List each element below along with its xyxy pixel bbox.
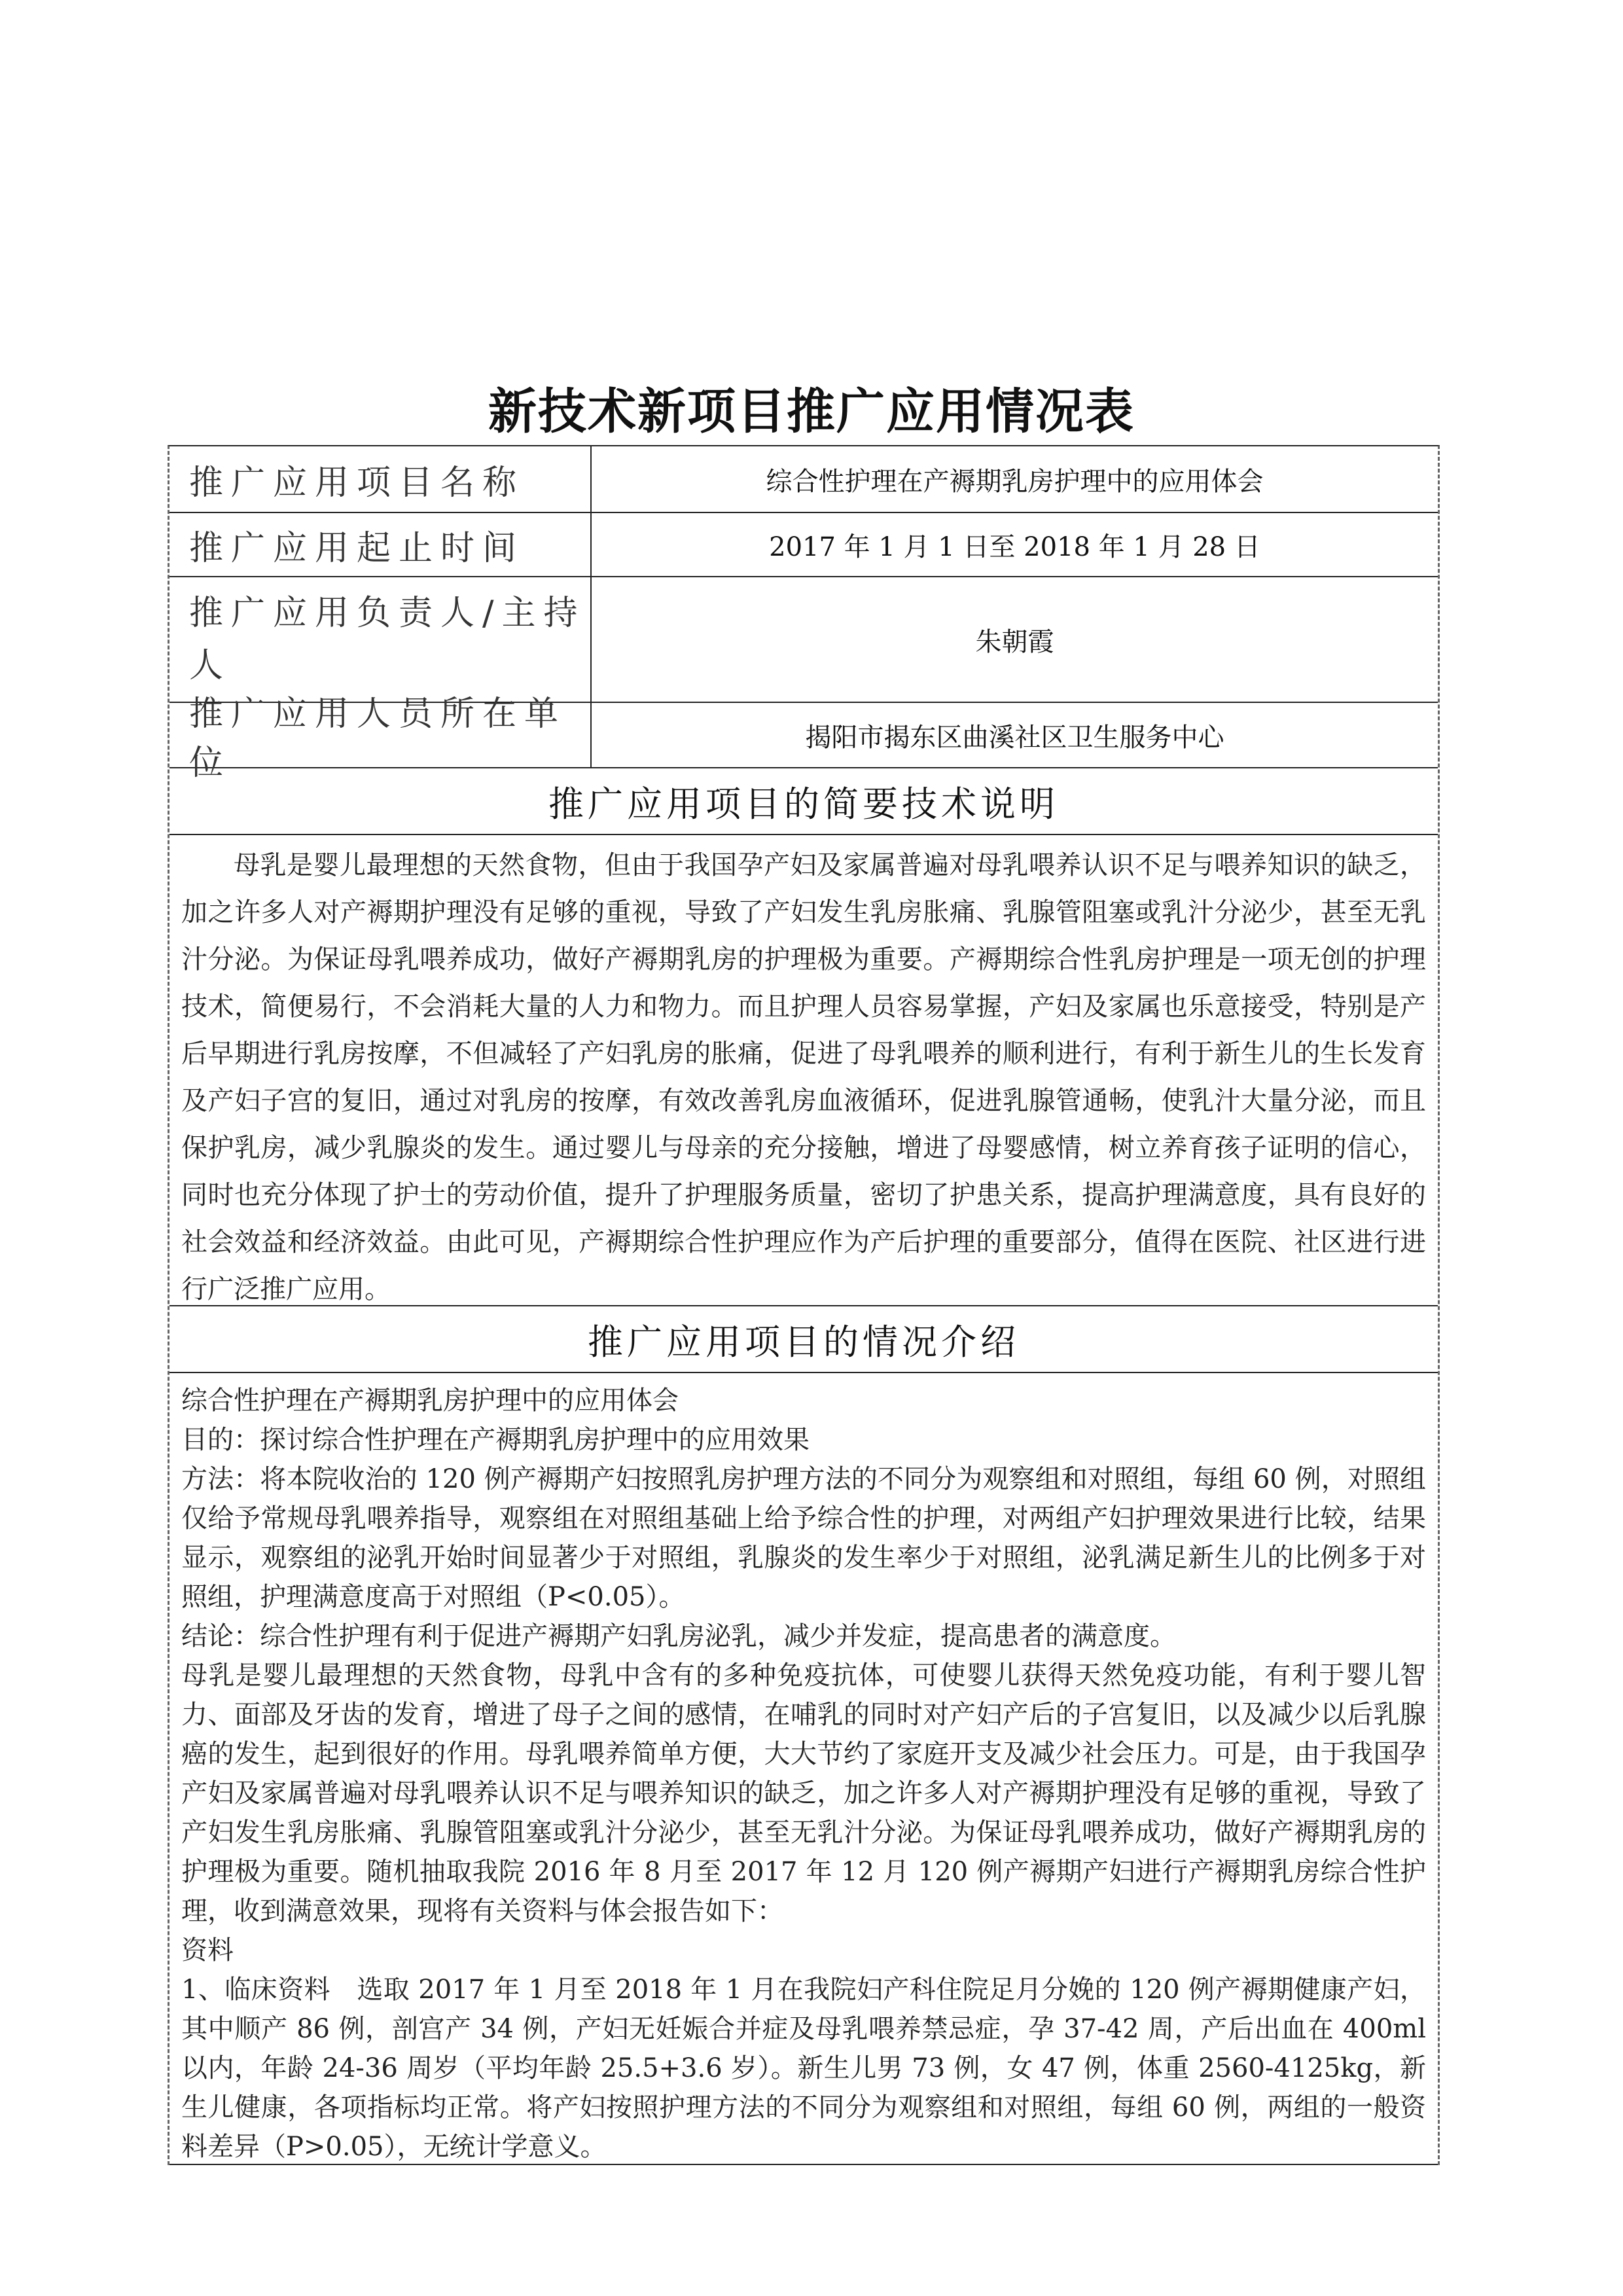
- intro-paragraph: 母乳是婴儿最理想的天然食物，母乳中含有的多种免疫抗体，可使婴儿获得天然免疫功能，有利于婴儿智力、面部及牙齿的发育，增进了母子之间的感情，在哺乳的同时对产妇产后的子宫复旧，以及减少以后乳腺癌的发生，起到很好的作用。母乳喂养简单方便，大大节约了家庭开支及减少社会压力。可是，由于我国孕产妇及家属普遍对母乳喂养认识不足与喂养知识的缺乏，加之许多人对产褥期护理没有足够的重视，导致了产妇发生乳房胀痛、乳腺管阻塞或乳汁分泌少，甚至无乳汁分泌。为保证母乳喂养成功，做好产褥期乳房的护理极为重要。随机抽取我院 2016 年 8 月至 2017 年 12 月 120 例产褥期产妇进行产褥期乳房综合性护理，收到满意效果，现将有关资料与体会报告如下：: [181, 1660, 1426, 1926]
- intro-paragraph: 综合性护理在产褥期乳房护理中的应用体会: [181, 1386, 679, 1416]
- project-name-label: 推广应用项目名称: [169, 446, 592, 512]
- leader-value: 朱朝霞: [975, 626, 1054, 657]
- intro-paragraph: 资料: [181, 1935, 234, 1965]
- intro-paragraph: 目的：探讨综合性护理在产褥期乳房护理中的应用效果: [181, 1425, 810, 1455]
- unit-value: 揭阳市揭东区曲溪社区卫生服务中心: [805, 722, 1224, 753]
- row-leader: [169, 577, 1438, 703]
- period-label: 推广应用起止时间: [169, 513, 592, 576]
- project-name-value: 综合性护理在产褥期乳房护理中的应用体会: [766, 466, 1264, 497]
- intro-paragraph: 结论：综合性护理有利于促进产褥期产妇乳房泌乳，减少并发症，提高患者的满意度。: [181, 1621, 1176, 1651]
- intro-paragraph: 方法：将本院收治的 120 例产褥期产妇按照乳房护理方法的不同分为观察组和对照组，每组 60 例，对照组仅给予常规母乳喂养指导，观察组在对照组基础上给予综合性的护理，对两组产妇护理效果进行比较，结果显示，观察组的泌乳开始时间显著少于对照组，乳腺炎的发生率少于对照组，泌乳满足新生儿的比例多于对照组，护理满意度高于对照组（P<0.05）。: [181, 1464, 1426, 1612]
- leader-label: 推广应用负责人/主持人: [169, 577, 592, 702]
- form-table: [168, 445, 1440, 2165]
- unit-label: 推广应用人员所在单位: [169, 703, 592, 767]
- row-period: [169, 513, 1438, 577]
- summary-section: [169, 835, 1438, 1306]
- row-project-name: [169, 446, 1438, 513]
- summary-heading: 推广应用项目的简要技术说明: [169, 768, 1438, 835]
- period-value: 2017 年 1 月 1 日至 2018 年 1 月 28 日: [769, 531, 1260, 562]
- intro-paragraph: 1、临床资料 选取 2017 年 1 月至 2018 年 1 月在我院妇产科住院足月分娩的 120 例产褥期健康产妇，其中顺产 86 例，剖宫产 34 例，产妇无妊娠合并症及母乳喂养禁忌症，孕 37-42 周，产后出血在 400ml 以内，年龄 24-36 周岁（平均年龄 25.5+3.6 岁）。新生儿男 73 例，女 47 例，体重 2560-4125kg，新生儿健康，各项指标均正常。将产妇按照护理方法的不同分为观察组和对照组，每组 60 例，两组的一般资料差异（P>0.05），无统计学意义。: [181, 1975, 1426, 2162]
- page-title: 新技术新项目推广应用情况表: [488, 384, 1135, 440]
- row-unit: [169, 694, 1438, 783]
- intro-heading: 推广应用项目的情况介绍: [169, 1306, 1438, 1373]
- summary-text: 母乳是婴儿最理想的天然食物，但由于我国孕产妇及家属普遍对母乳喂养认识不足与喂养知识的缺乏，加之许多人对产褥期护理没有足够的重视，导致了产妇发生乳房胀痛、乳腺管阻塞或乳汁分泌少，甚至无乳汁分泌。为保证母乳喂养成功，做好产褥期乳房的护理极为重要。产褥期综合性乳房护理是一项无创的护理技术，简便易行，不会消耗大量的人力和物力。而且护理人员容易掌握，产妇及家属也乐意接受，特别是产后早期进行乳房按摩，不但减轻了产妇乳房的胀痛，促进了母乳喂养的顺利进行，有利于新生儿的生长发育及产妇子宫的复旧，通过对乳房的按摩，有效改善乳房血液循环，促进乳腺管通畅，使乳汁大量分泌，而且保护乳房，减少乳腺炎的发生。通过婴儿与母亲的充分接触，增进了母婴感情，树立养育孩子证明的信心，同时也充分体现了护士的劳动价值，提升了护理服务质量，密切了护患关系，提高护理满意度，具有良好的社会效益和经济效益。由此可见，产褥期综合性护理应作为产后护理的重要部分，值得在医院、社区进行进行广泛推广应用。: [181, 850, 1426, 1304]
- intro-section: [169, 1373, 1438, 2165]
